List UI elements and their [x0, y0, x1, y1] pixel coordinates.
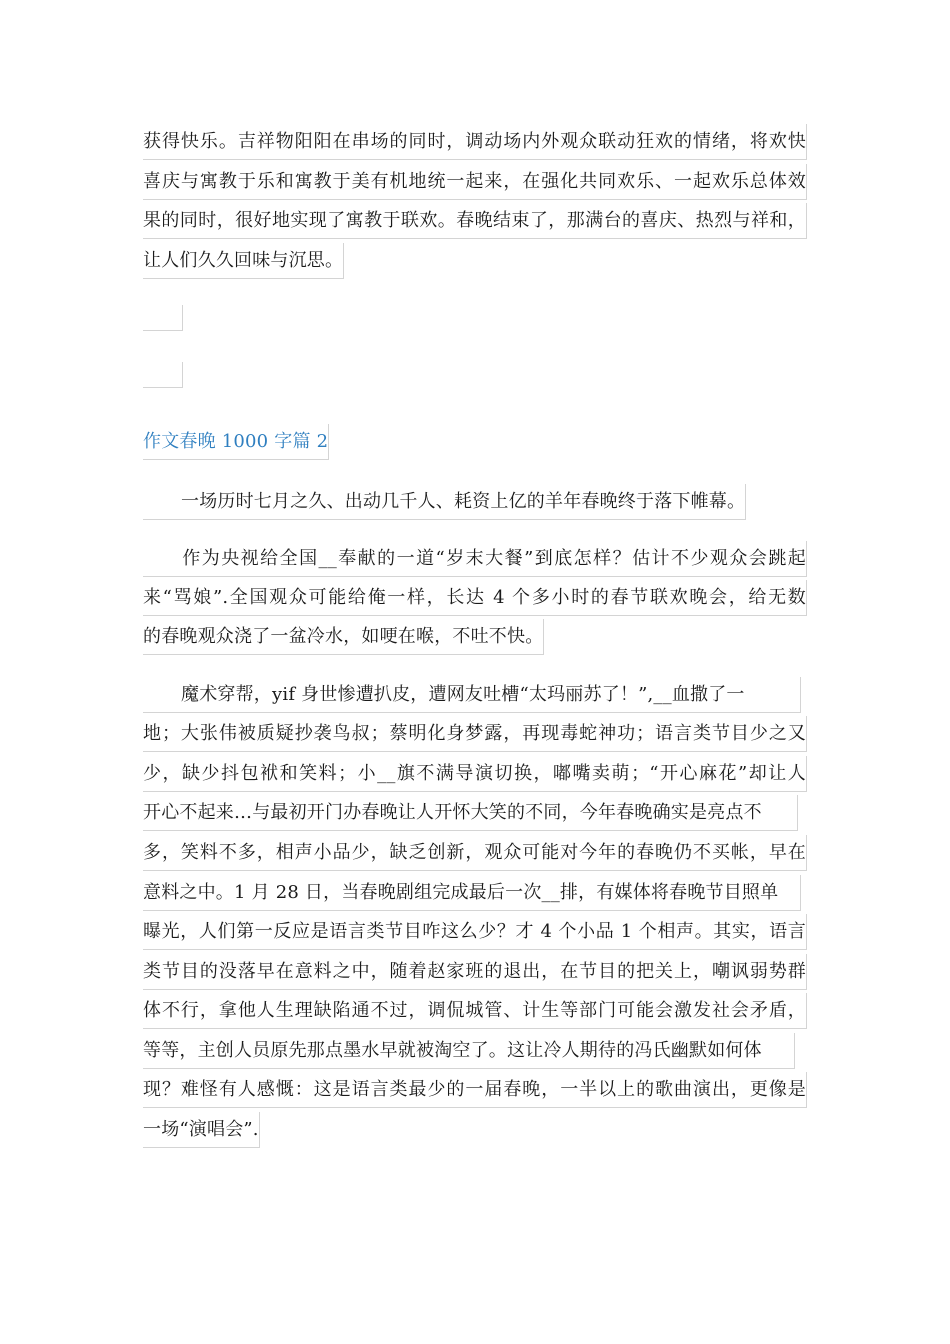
- continuation-line-1: 获得快乐。吉祥物阳阳在串场的同时，调动场内外观众联动狂欢的情绪，将欢快: [143, 124, 807, 160]
- paragraph-1-line-1: [143, 484, 746, 520]
- empty-paragraph-marker: [143, 362, 183, 388]
- section-heading: 作文春晚 1000 字篇 2: [143, 424, 329, 460]
- paragraph-3-line-3: 少，缺少抖包袱和笑料；小__旗不满导演切换，嘟嘴卖萌；“开心麻花”却让人: [143, 756, 807, 792]
- paragraph-3-line-9: 体不行，拿他人生理缺陷通不过，调侃城管、计生等部门可能会激发社会矛盾，: [143, 993, 807, 1029]
- paragraph-3-line-5: 多，笑料不多，相声小品少，缺乏创新，观众可能对今年的春晚仍不买帐，早在: [143, 835, 807, 871]
- paragraph-3-line-7: 曝光，人们第一反应是语言类节目咋这么少？才 4 个小品 1 个相声。其实，语言: [143, 914, 807, 950]
- paragraph-2-line-1: [143, 541, 807, 577]
- paragraph-text: 一场历时七月之久、出动几千人、耗资上亿的羊年春晚终于落下帷幕。: [181, 491, 746, 512]
- paragraph-3-line-4: 开心不起来…与最初开门办春晚让人开怀大笑的不同，今年春晚确实是亮点不: [143, 795, 798, 831]
- paragraph-3-line-6: 意料之中。1 月 28 日，当春晚剧组完成最后一次__排，有媒体将春晚节目照单: [143, 875, 801, 911]
- continuation-line-2: 喜庆与寓教于乐和寓教于美有机地统一起来，在强化共同欢乐、一起欢乐总体效: [143, 164, 807, 200]
- paragraph-text: 作为央视给全国__奉献的一道“岁末大餐”到底怎样？估计不少观众会跳起: [181, 548, 806, 569]
- continuation-line-3: 果的同时，很好地实现了寓教于联欢。春晚结束了，那满台的喜庆、热烈与祥和，: [143, 203, 807, 239]
- paragraph-2-line-3: 的春晚观众浇了一盆冷水，如哽在喉，不吐不快。: [143, 619, 544, 655]
- paragraph-text: 魔术穿帮，yif 身世惨遭扒皮，遭网友吐槽“太玛丽苏了！”,__血撒了一: [181, 684, 745, 705]
- continuation-line-4: 让人们久久回味与沉思。: [143, 243, 344, 279]
- paragraph-2-line-2: 来“骂娘”.全国观众可能给俺一样，长达 4 个多小时的春节联欢晚会，给无数: [143, 580, 807, 616]
- paragraph-3-line-8: 类节目的没落早在意料之中，随着赵家班的退出，在节目的把关上，嘲讽弱势群: [143, 954, 807, 990]
- paragraph-3-line-1: [143, 677, 801, 713]
- empty-paragraph-marker: [143, 305, 183, 331]
- paragraph-3-line-11: 现？难怪有人感慨：这是语言类最少的一届春晚，一半以上的歌曲演出，更像是: [143, 1072, 807, 1108]
- paragraph-3-line-2: 地；大张伟被质疑抄袭鸟叔；蔡明化身梦露，再现毒蛇神功；语言类节目少之又: [143, 716, 807, 752]
- paragraph-3-line-12: 一场“演唱会”.: [143, 1112, 260, 1148]
- paragraph-3-line-10: 等等，主创人员原先那点墨水早就被淘空了。这让冷人期待的冯氏幽默如何体: [143, 1033, 795, 1069]
